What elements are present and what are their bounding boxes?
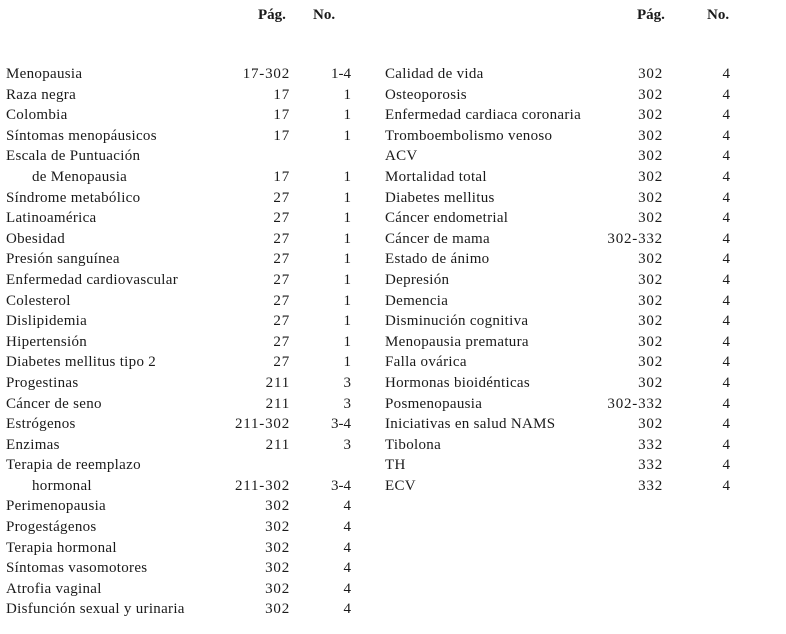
index-term: Calidad de vida bbox=[385, 66, 484, 82]
index-page-number: 211 bbox=[265, 395, 290, 412]
index-issue-number: 1 bbox=[343, 107, 351, 124]
index-term: Escala de Puntuación bbox=[6, 148, 141, 165]
index-entry bbox=[6, 64, 356, 85]
header-right-no: No. bbox=[707, 7, 730, 23]
index-term: ACV bbox=[385, 148, 418, 165]
index-entry bbox=[6, 146, 356, 167]
index-entry bbox=[385, 291, 735, 312]
index-term: Presión sanguínea bbox=[6, 251, 120, 268]
index-term: Disminución cognitiva bbox=[385, 313, 529, 330]
index-entry bbox=[6, 311, 356, 332]
index-page-number: 27 bbox=[273, 210, 290, 227]
index-issue-number: 1 bbox=[343, 168, 351, 185]
header-left-pag: Pág. bbox=[258, 7, 286, 23]
index-issue-number: 1 bbox=[343, 210, 351, 227]
index-entry bbox=[385, 332, 735, 353]
index-entry bbox=[385, 105, 735, 126]
index-entry bbox=[6, 126, 356, 147]
index-entry bbox=[6, 435, 356, 456]
index-issue-number: 4 bbox=[722, 210, 730, 227]
index-page-number: 211 bbox=[265, 374, 290, 391]
index-term: Síntomas vasomotores bbox=[6, 560, 148, 577]
index-entry bbox=[6, 291, 356, 312]
index-issue-number: 1 bbox=[343, 354, 351, 371]
index-entry bbox=[385, 394, 735, 415]
index-page-number: 302 bbox=[638, 292, 663, 309]
index-entry bbox=[6, 208, 356, 229]
index-entry bbox=[385, 85, 735, 106]
index-page-number: 332 bbox=[638, 477, 663, 494]
index-term: Mortalidad total bbox=[385, 168, 487, 185]
index-column-right bbox=[385, 64, 735, 496]
index-term: Demencia bbox=[385, 292, 449, 309]
index-entry bbox=[6, 414, 356, 435]
index-term: Cáncer endometrial bbox=[385, 210, 509, 227]
index-page-number: 27 bbox=[273, 354, 290, 371]
index-page-number: 302 bbox=[638, 189, 663, 206]
index-issue-number: 4 bbox=[722, 457, 730, 474]
index-issue-number: 4 bbox=[343, 601, 351, 618]
index-page-number: 17 bbox=[273, 107, 290, 124]
index-issue-number: 3-4 bbox=[331, 416, 351, 433]
index-term: Síntomas menopáusicos bbox=[6, 127, 157, 144]
index-page-number: 27 bbox=[273, 271, 290, 288]
index-page-number: 302 bbox=[638, 354, 663, 371]
index-entry bbox=[385, 64, 735, 85]
index-issue-number: 4 bbox=[722, 374, 730, 391]
index-term: Diabetes mellitus bbox=[385, 189, 495, 206]
index-issue-number: 4 bbox=[722, 230, 730, 247]
index-term: Progestágenos bbox=[6, 519, 97, 536]
index-term: Depresión bbox=[385, 271, 450, 288]
index-term: Enzimas bbox=[6, 436, 60, 453]
index-entry bbox=[385, 146, 735, 167]
index-page-number: 302 bbox=[638, 374, 663, 391]
index-issue-number: 1 bbox=[343, 271, 351, 288]
index-page-number: 302 bbox=[638, 416, 663, 433]
index-term: Menopausia bbox=[6, 66, 83, 82]
index-term: Diabetes mellitus tipo 2 bbox=[6, 354, 157, 371]
index-term: ECV bbox=[385, 477, 416, 494]
index-issue-number: 1 bbox=[343, 251, 351, 268]
index-term: de Menopausia bbox=[32, 168, 128, 185]
index-term: Enfermedad cardiovascular bbox=[6, 271, 178, 288]
index-page-number: 27 bbox=[273, 189, 290, 206]
index-entry bbox=[385, 208, 735, 229]
index-issue-number: 4 bbox=[722, 107, 730, 124]
index-entry bbox=[6, 579, 356, 600]
index-entry bbox=[385, 455, 735, 476]
index-issue-number: 1 bbox=[343, 189, 351, 206]
index-issue-number: 4 bbox=[722, 66, 730, 82]
index-page-number: 211 bbox=[265, 436, 290, 453]
index-term: Cáncer de seno bbox=[6, 395, 102, 412]
index-term: Posmenopausia bbox=[385, 395, 483, 412]
index-issue-number: 4 bbox=[722, 168, 730, 185]
index-term: Hipertensión bbox=[6, 333, 88, 350]
index-page-number: 302 bbox=[638, 210, 663, 227]
index-issue-number: 4 bbox=[343, 539, 351, 556]
index-issue-number: 4 bbox=[722, 395, 730, 412]
index-term: Falla ovárica bbox=[385, 354, 467, 371]
index-issue-number: 4 bbox=[722, 354, 730, 371]
index-term: TH bbox=[385, 457, 406, 474]
index-entry bbox=[385, 373, 735, 394]
index-term: Obesidad bbox=[6, 230, 66, 247]
index-issue-number: 1 bbox=[343, 313, 351, 330]
index-term: Menopausia prematura bbox=[385, 333, 529, 350]
index-entry bbox=[6, 188, 356, 209]
index-term: Cáncer de mama bbox=[385, 230, 490, 247]
index-page-number: 211-302 bbox=[234, 416, 290, 433]
index-page-number: 332 bbox=[638, 436, 663, 453]
index-issue-number: 3 bbox=[343, 374, 351, 391]
index-term: Osteoporosis bbox=[385, 86, 467, 103]
index-issue-number: 1 bbox=[343, 86, 351, 103]
index-entry bbox=[6, 332, 356, 353]
index-page-number: 302 bbox=[638, 148, 663, 165]
index-entry bbox=[6, 249, 356, 270]
index-entry bbox=[6, 270, 356, 291]
index-entry bbox=[6, 373, 356, 394]
index-term: Tromboembolismo venoso bbox=[385, 127, 553, 144]
index-page-number: 27 bbox=[273, 292, 290, 309]
index-page-number: 302 bbox=[265, 601, 290, 618]
index-page-number: 17-302 bbox=[242, 66, 290, 82]
index-page-number: 302 bbox=[265, 498, 290, 515]
index-term: Terapia hormonal bbox=[6, 539, 117, 556]
index-issue-number: 4 bbox=[343, 519, 351, 536]
index-page-number: 17 bbox=[273, 127, 290, 144]
index-term: Colombia bbox=[6, 107, 68, 124]
index-entry bbox=[385, 476, 735, 497]
index-term: Latinoamérica bbox=[6, 210, 97, 227]
header-left-no: No. bbox=[313, 7, 336, 23]
index-issue-number: 1-4 bbox=[331, 66, 351, 82]
index-entry bbox=[6, 476, 356, 497]
index-term: Estrógenos bbox=[6, 416, 76, 433]
index-entry bbox=[385, 352, 735, 373]
index-page-number: 302 bbox=[638, 127, 663, 144]
index-page-number: 27 bbox=[273, 333, 290, 350]
index-term: Colesterol bbox=[6, 292, 71, 309]
index-entry bbox=[385, 435, 735, 456]
index-page-number: 302 bbox=[265, 560, 290, 577]
index-entry bbox=[6, 352, 356, 373]
index-page-number: 302 bbox=[638, 251, 663, 268]
index-issue-number: 3 bbox=[343, 395, 351, 412]
index-issue-number: 4 bbox=[722, 127, 730, 144]
index-term: Dislipidemia bbox=[6, 313, 88, 330]
index-term: Raza negra bbox=[6, 86, 77, 103]
index-entry bbox=[6, 517, 356, 538]
index-issue-number: 1 bbox=[343, 292, 351, 309]
index-entry bbox=[6, 229, 356, 250]
index-entry bbox=[385, 270, 735, 291]
index-term: Terapia de reemplazo bbox=[6, 457, 141, 474]
index-page-number: 302 bbox=[638, 333, 663, 350]
index-term: Perimenopausia bbox=[6, 498, 107, 515]
index-issue-number: 4 bbox=[722, 416, 730, 433]
index-page-number: 27 bbox=[273, 230, 290, 247]
index-term: Síndrome metabólico bbox=[6, 189, 141, 206]
index-issue-number: 4 bbox=[343, 560, 351, 577]
index-entry bbox=[6, 558, 356, 579]
index-entry bbox=[385, 167, 735, 188]
index-issue-number: 4 bbox=[722, 271, 730, 288]
index-issue-number: 1 bbox=[343, 333, 351, 350]
index-issue-number: 4 bbox=[722, 86, 730, 103]
index-issue-number: 1 bbox=[343, 230, 351, 247]
index-page-number: 302 bbox=[265, 580, 290, 597]
index-column-left bbox=[6, 64, 356, 620]
index-page-number: 27 bbox=[273, 251, 290, 268]
index-page-number: 302-332 bbox=[607, 230, 663, 247]
index-entry bbox=[6, 455, 356, 476]
index-entry bbox=[385, 229, 735, 250]
index-term: Tibolona bbox=[385, 436, 442, 453]
index-issue-number: 4 bbox=[722, 292, 730, 309]
index-term: Hormonas bioidénticas bbox=[385, 374, 531, 391]
index-issue-number: 4 bbox=[722, 333, 730, 350]
index-issue-number: 4 bbox=[722, 251, 730, 268]
index-entry bbox=[6, 538, 356, 559]
index-page-number: 302 bbox=[265, 519, 290, 536]
index-term: hormonal bbox=[32, 477, 92, 494]
index-term: Estado de ánimo bbox=[385, 251, 490, 268]
index-term: Atrofia vaginal bbox=[6, 580, 102, 597]
index-entry bbox=[6, 105, 356, 126]
index-issue-number: 4 bbox=[343, 580, 351, 597]
index-entry bbox=[6, 496, 356, 517]
index-page-number: 302 bbox=[638, 86, 663, 103]
index-page-number: 302 bbox=[265, 539, 290, 556]
index-page-number: 211-302 bbox=[234, 477, 290, 494]
index-issue-number: 4 bbox=[722, 436, 730, 453]
index-entry bbox=[6, 394, 356, 415]
index-page-number: 302 bbox=[638, 66, 663, 82]
index-term: Enfermedad cardiaca coronaria bbox=[385, 107, 582, 124]
index-page-number: 302 bbox=[638, 168, 663, 185]
index-page-number: 27 bbox=[273, 313, 290, 330]
index-page-number: 302 bbox=[638, 107, 663, 124]
index-page-number: 302 bbox=[638, 271, 663, 288]
index-issue-number: 4 bbox=[722, 148, 730, 165]
index-issue-number: 4 bbox=[722, 477, 730, 494]
index-entry bbox=[6, 85, 356, 106]
index-term: Disfunción sexual y urinaria bbox=[6, 601, 185, 618]
index-page-number: 332 bbox=[638, 457, 663, 474]
index-entry bbox=[6, 599, 356, 620]
index-page-number: 302-332 bbox=[607, 395, 663, 412]
index-term: Progestinas bbox=[6, 374, 79, 391]
index-issue-number: 4 bbox=[343, 498, 351, 515]
index-term: Iniciativas en salud NAMS bbox=[385, 416, 556, 433]
index-entry bbox=[385, 311, 735, 332]
index-entry bbox=[385, 126, 735, 147]
index-entry bbox=[6, 167, 356, 188]
index-page-number: 17 bbox=[273, 168, 290, 185]
index-issue-number: 4 bbox=[722, 313, 730, 330]
index-issue-number: 4 bbox=[722, 189, 730, 206]
index-entry bbox=[385, 249, 735, 270]
index-issue-number: 1 bbox=[343, 127, 351, 144]
index-page-number: 17 bbox=[273, 86, 290, 103]
index-page-number: 302 bbox=[638, 313, 663, 330]
header-right-pag: Pág. bbox=[637, 7, 665, 23]
index-issue-number: 3 bbox=[343, 436, 351, 453]
index-entry bbox=[385, 188, 735, 209]
index-entry bbox=[385, 414, 735, 435]
index-issue-number: 3-4 bbox=[331, 477, 351, 494]
